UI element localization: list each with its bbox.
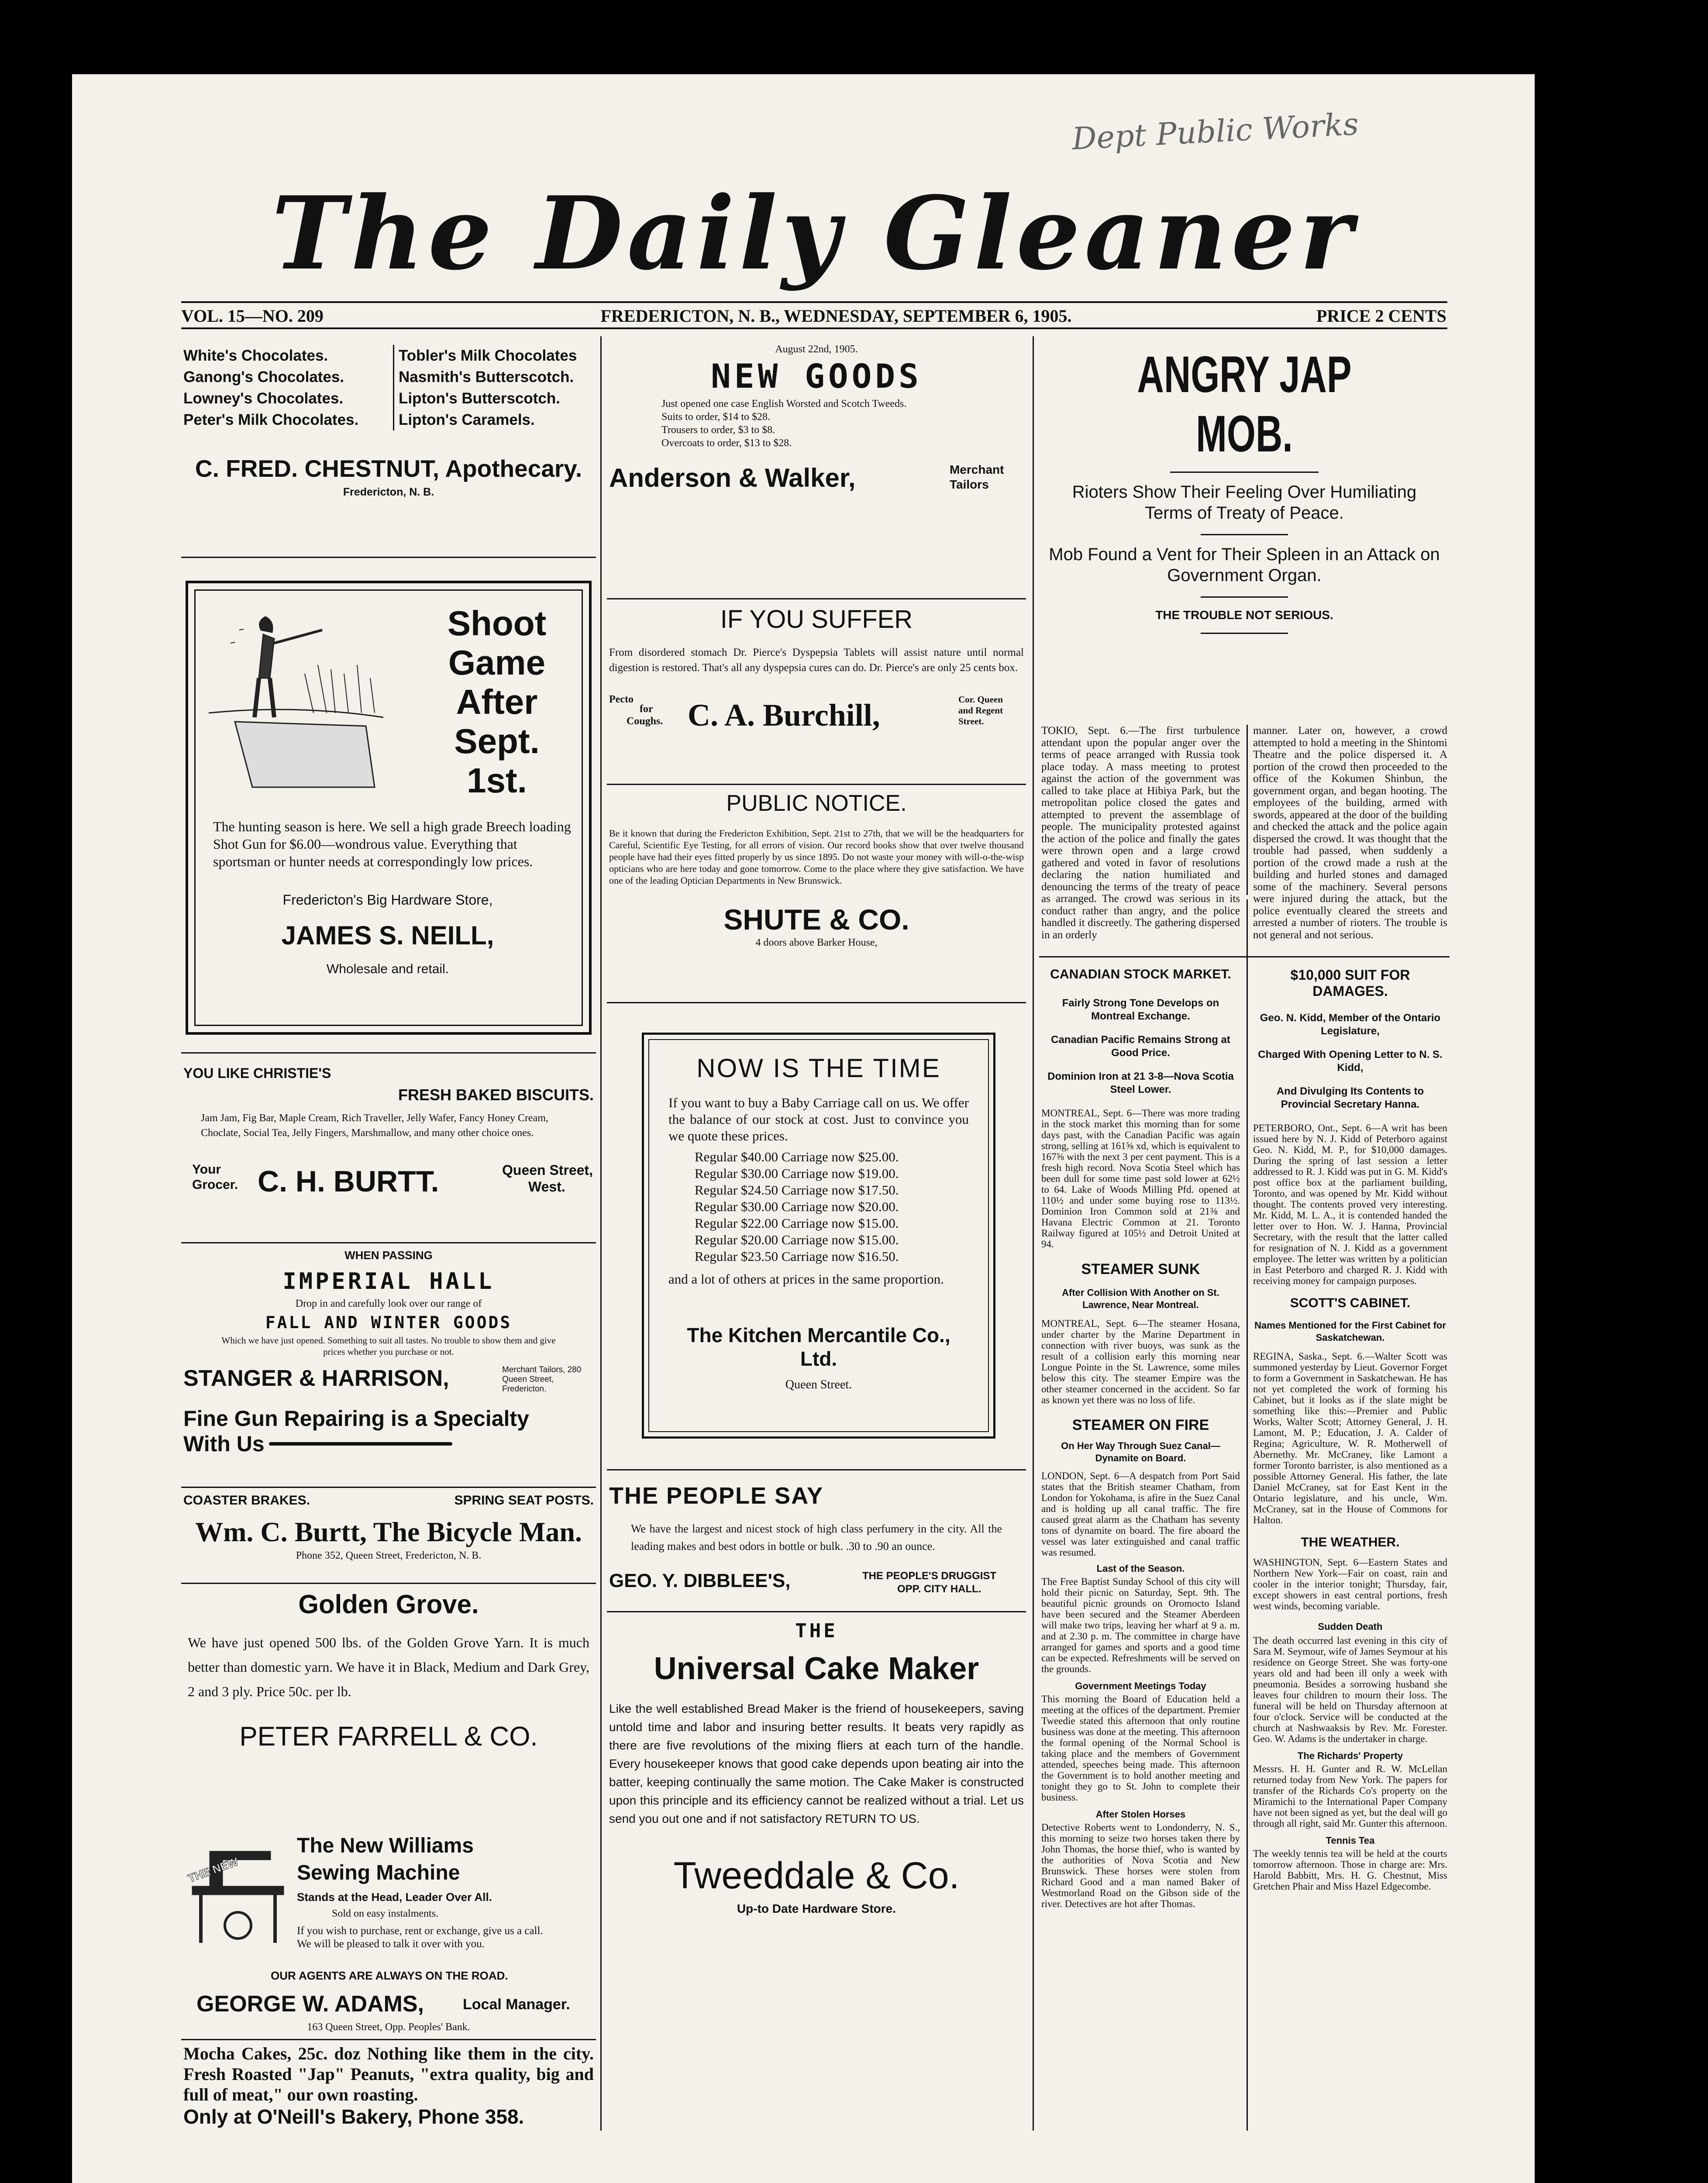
stock-deck1: Fairly Strong Tone Develops on Montreal Exchange. bbox=[1062, 997, 1219, 1022]
gun-repair-line1: Fine Gun Repairing is a Specialty bbox=[183, 1406, 529, 1431]
jap-headline: ANGRY JAP MOB. bbox=[1137, 346, 1352, 463]
kitchen-name: The Kitchen Mercantile Co., Ltd. bbox=[687, 1324, 950, 1370]
neill-headline: Shoot Game After Sept. 1st. bbox=[447, 604, 547, 800]
chestnut-name: C. FRED. CHESTNUT, Apothecary. bbox=[195, 455, 582, 482]
spring-seat-posts: SPRING SEAT POSTS. bbox=[454, 1493, 594, 1508]
sunk-deck: After Collision With Another on St. Lawrence, Near Montreal. bbox=[1062, 1287, 1219, 1310]
sewing-machine-illustration bbox=[183, 1834, 293, 1947]
anderson-line: Overcoats to order, $13 to $28. bbox=[661, 437, 792, 449]
handwritten-note: Dept Public Works bbox=[1071, 106, 1360, 157]
anderson-title: NEW GOODS bbox=[711, 357, 922, 396]
bakery-last-line: Only at O'Neill's Bakery, Phone 358. bbox=[183, 2105, 524, 2128]
neill-store: Fredericton's Big Hardware Store, bbox=[282, 892, 493, 908]
shute-name: SHUTE & CO. bbox=[723, 903, 909, 936]
stock-deck2: Canadian Pacific Remains Strong at Good Price. bbox=[1051, 1034, 1230, 1059]
dibblee-title: THE PEOPLE SAY bbox=[609, 1483, 824, 1509]
burtt-address2: West. bbox=[528, 1179, 565, 1195]
george-adams-role: Local Manager. bbox=[463, 1996, 570, 2013]
williams-body: If you wish to purchase, rent or exchange, give us a call. We will be pleased to talk it over with you. bbox=[297, 1925, 543, 1950]
anderson-date: August 22nd, 1905. bbox=[775, 344, 858, 355]
anderson-role2: Tailors bbox=[950, 478, 989, 491]
williams-title1: The New Williams bbox=[297, 1834, 474, 1857]
season-body: The Free Baptist Sunday School of this city will hold their picnic on Saturday, Sept. 9th. The beautiful picnic grounds on Oromocto Island have been secured and the Steamer Aberdeen will make two trips, leaving her wharf at 9 a. m. and at 2.30 p. m. The committee in charge have arranged for games and sports and a good time can be expected. Refreshments will be served on the grounds. bbox=[1041, 1576, 1240, 1674]
burtt-address1: Queen Street, bbox=[502, 1162, 593, 1178]
dibblee-body: We have the largest and nicest stock of high class perfumery in the city. All the leading makes and best odors in bottle or bulk. .30 to .90 an ounce. bbox=[631, 1522, 1002, 1553]
wm-burtt-ad bbox=[183, 1493, 594, 1562]
neill-ad bbox=[186, 581, 592, 1035]
neill-sub: Wholesale and retail. bbox=[326, 962, 449, 976]
horses-body: Detective Roberts went to Londonderry, N. S., this morning to seize two horses taken there by John Thomas, the horse thief, who is wanted by the authorities of Nova Scotia and New Brunswick. These horses were stolen from Richard Good and a man named Baker of Westmorland Road on the Gibson side of the river. Detectives are hot after Thomas. bbox=[1041, 1822, 1240, 1909]
fire-deck: On Her Way Through Suez Canal—Dynamite on Board. bbox=[1061, 1440, 1220, 1463]
col3-stories bbox=[1041, 967, 1240, 1909]
tennis-body: The weekly tennis tea will be held at the courts tomorrow afternoon. Those in charge are: Mrs. Harold Babbitt, Mrs. H. G. Chestnut, Miss Gretchen Phair and Miss Hazel Edgecombe. bbox=[1253, 1848, 1447, 1892]
weather-body: WASHINGTON, Sept. 6—Eastern States and Northern New York—Fair on coast, rain and cooler in the interior tonight; Thursday, fair, except showers in east central portions, fresh west winds, becoming variable. bbox=[1253, 1557, 1447, 1611]
govt-body: This morning the Board of Education held a meeting at the offices of the department. Premier Tweedie stated this afternoon that only routine business was done at the meeting. This afternoon the formal opening of the Normal School is taking place and the members of Government attended, speeches being made. This afternoon the Government is to hold another meeting and tonight they go to St. John to complete their business. bbox=[1041, 1694, 1240, 1803]
christie-biscuit-list: Jam Jam, Fig Bar, Maple Cream, Rich Traveller, Jelly Wafer, Fancy Honey Cream, Choclate, Social Tea, Jelly Fingers, Marshmallow, and many other choice ones. bbox=[201, 1112, 548, 1139]
kitchen-price-list: Regular $40.00 Carriage now $25.00. Regular $30.00 Carriage now $19.00. Regular $24.50 Carriage now $17.50. Regular $30.00 Carriage now $20.00. Regular $22.00 Carriage now $15.00. Regular $20.00 Carriage now $15.00. Regular $23.50 Carriage now $16.50. bbox=[695, 1149, 899, 1264]
kitchen-title: NOW IS THE TIME bbox=[696, 1054, 941, 1083]
newspaper-page bbox=[72, 74, 1535, 2183]
richards-title: The Richards' Property bbox=[1297, 1750, 1403, 1761]
govt-title: Government Meetings Today bbox=[1075, 1680, 1206, 1691]
chocolate-list-left: White's Chocolates. Ganong's Chocolates. Lowney's Chocolates. Peter's Milk Chocolates. bbox=[183, 347, 359, 428]
imperial-hall-ad bbox=[183, 1249, 594, 1396]
damages-deck2: Charged With Opening Letter to N. S. Kidd, bbox=[1258, 1049, 1443, 1074]
christie-ad bbox=[183, 1065, 594, 1210]
horses-title: After Stolen Horses bbox=[1095, 1809, 1186, 1820]
anderson-line: Just opened one case English Worsted and Scotch Tweeds. bbox=[661, 398, 907, 410]
tweeddale-title: Universal Cake Maker bbox=[654, 1651, 979, 1686]
kitchen-addr: Queen Street. bbox=[785, 1378, 852, 1391]
tweeddale-body: Like the well established Bread Maker is the friend of housekeepers, saving untold time and labor and insuring better results. It beats very rapidly as there are five revolutions of the mixing fliers at each turn of the handle. Every housekeeper knows that good cake depends upon beating air into the batter, keeping continually the same motion. The Cake Maker is constructed upon this principle and its efficiency cannot be realized without a trial. Let us send you out one and if not satisfactory RETURN TO US. bbox=[609, 1702, 1024, 1825]
anderson-walker-ad bbox=[609, 343, 1024, 502]
imperial-hall-title: IMPERIAL HALL bbox=[282, 1268, 495, 1295]
chestnut-place: Fredericton, N. B. bbox=[343, 486, 434, 498]
burtt-grocer: Grocer. bbox=[192, 1178, 238, 1192]
stanger-harrison-addr: Merchant Tailors, 280 Queen Street, Fredericton. bbox=[502, 1365, 582, 1394]
fire-title: STEAMER ON FIRE bbox=[1072, 1417, 1209, 1433]
stock-title: CANADIAN STOCK MARKET. bbox=[1050, 967, 1231, 981]
wm-burtt-name: Wm. C. Burtt, The Bicycle Man. bbox=[195, 1516, 582, 1547]
coaster-brakes: COASTER BRAKES. bbox=[183, 1493, 310, 1508]
tweeddale-the: THE bbox=[795, 1620, 838, 1642]
gun-repair-line2: With Us bbox=[183, 1432, 265, 1456]
dibblee-tag1: THE PEOPLE'S DRUGGIST bbox=[862, 1570, 997, 1582]
dibblee-name: GEO. Y. DIBBLEE'S, bbox=[609, 1570, 791, 1591]
jap-mob-story bbox=[1039, 336, 1450, 634]
jap-col1: TOKIO, Sept. 6.—The first turbulence attendant upon the popular anger over the terms of peace arranged with Russia took place today. A mass meeting to protest against the action of the government was called to take place at Hibiya Park, but the metropolitan police closed the gates and attempted to prevent the assemblage of people. The municipality protested against the action of the police and finally the gates were thrown open and a large crowd gathered and voted in favor of resolutions declaring the nation humiliated and denouncing the terms of the treaty of peace as arranged. The crowd was serious in its conduct rather than angry, and the police handled it discreetly. The gathering dispersed in an orderly bbox=[1041, 725, 1240, 941]
sunk-title: STEAMER SUNK bbox=[1081, 1261, 1200, 1277]
burchill-addr3: Street. bbox=[958, 716, 984, 727]
peter-farrell-name: PETER FARRELL & CO. bbox=[239, 1722, 538, 1752]
burtt-name: C. H. BURTT. bbox=[258, 1165, 439, 1198]
jap-deck1: Rioters Show Their Feeling Over Humiliating Terms of Treaty of Peace. bbox=[1072, 482, 1417, 523]
dibblee-tag2: OPP. CITY HALL. bbox=[897, 1583, 981, 1595]
tweeddale-ad bbox=[609, 1620, 1024, 1916]
jap-deck3: THE TROUBLE NOT SERIOUS. bbox=[1155, 608, 1333, 622]
col4-stories bbox=[1253, 967, 1447, 1892]
williams-sub2: Sold on easy instalments. bbox=[332, 1908, 438, 1919]
burchill-name: C. A. Burchill, bbox=[688, 698, 880, 733]
shute-ad bbox=[609, 790, 1024, 949]
dateline: FREDERICTON, N. B., WEDNESDAY, SEPTEMBER 6, 1905. bbox=[600, 306, 1072, 326]
burchill-title: IF YOU SUFFER bbox=[720, 605, 913, 634]
stanger-harrison-name: STANGER & HARRISON, bbox=[183, 1366, 449, 1391]
price: PRICE 2 CENTS bbox=[1316, 306, 1446, 326]
hunter-illustration bbox=[209, 604, 383, 796]
anderson-role1: Merchant bbox=[950, 463, 1004, 476]
tennis-title: Tennis Tea bbox=[1326, 1835, 1375, 1846]
richards-body: Messrs. H. H. Gunter and R. W. McLellan returned today from New York. The papers for transfer of the Richards Co's property on the Miramichi to the International Paper Company have not been signed as yet, but the deal will go through all right, said Mr. Gunter this afternoon. bbox=[1253, 1763, 1447, 1829]
burchill-for: for bbox=[640, 703, 653, 715]
burchill-addr1: Cor. Queen bbox=[958, 694, 1003, 705]
season-title: Last of the Season. bbox=[1096, 1563, 1185, 1574]
neill-name: JAMES S. NEILL, bbox=[281, 921, 494, 950]
jap-col2: manner. Later on, however, a crowd attempted to hold a meeting in the Shintomi Theatre and the police dispersed it. A portion of the crowd then proceeded to the office of the Kokumen Shinbun, the government organ, and began hooting. The employees of the building, armed with swords, appeared at the door of the building and checked the attack and the police again dispersed the crowd. It was thought that the trouble had passed, when suddenly a portion of the crowd made a rush at the building and hurled stones and damaged some of the machinery. Several persons were injured during the attack, but the police eventually cleared the streets and arrested a number of rioters. The trouble is not general and not serious. bbox=[1253, 725, 1447, 941]
masthead-title: The Daily Gleaner bbox=[272, 175, 1357, 293]
scott-deck: Names Mentioned for the First Cabinet for Saskatchewan. bbox=[1254, 1320, 1446, 1343]
golden-grove-body: We have just opened 500 lbs. of the Golden Grove Yarn. It is much better than domestic yarn. We have it in Black, Medium and Dark Grey, 2 and 3 ply. Price 50c. per lb. bbox=[188, 1635, 589, 1699]
imperial-goods: FALL AND WINTER GOODS bbox=[265, 1313, 512, 1332]
weather-title: THE WEATHER. bbox=[1301, 1535, 1400, 1549]
christie-line1: YOU LIKE CHRISTIE'S bbox=[183, 1065, 331, 1081]
anderson-line: Trousers to order, $3 to $8. bbox=[661, 424, 775, 436]
burchill-body: From disordered stomach Dr. Pierce's Dyspepsia Tablets will assist nature until normal digestion is restored. That's all any dyspepsia cures can do. Dr. Pierce's are only 25 cents box. bbox=[609, 647, 1024, 674]
neill-body: The hunting season is here. We sell a high grade Breech loading Shot Gun for $6.00—wondrous value. Everything that sportsman or hunter needs at correspondingly low prices. bbox=[213, 819, 571, 869]
kitchen-outro: and a lot of others at prices in the same proportion. bbox=[668, 1271, 944, 1287]
dibblee-ad bbox=[609, 1482, 1024, 1601]
imperial-when: WHEN PASSING bbox=[344, 1249, 433, 1262]
chestnut-ad bbox=[183, 345, 594, 499]
shute-body: Be it known that during the Fredericton Exhibition, Sept. 21st to 27th, that we will be the headquarters for Careful, Scientific Eye Testing, for all errors of vision. Our record books show that over twelve thousand people have had their eyes fitted properly by us since 1895. Do not waste your money with will-o-the-wisp opticians who are here today and gone tomorrow. Come to the place where they give satisfaction. We have one of the leading Optician Departments in New Brunswick. bbox=[609, 828, 1024, 886]
williams-agents: OUR AGENTS ARE ALWAYS ON THE ROAD. bbox=[271, 1969, 508, 1982]
stock-deck3: Dominion Iron at 21 3-8—Nova Scotia Steel Lower. bbox=[1047, 1071, 1234, 1095]
burchill-addr2: and Regent bbox=[958, 705, 1003, 716]
chocolate-list-right: Tobler's Milk Chocolates Nasmith's Butterscotch. Lipton's Butterscotch. Lipton's Caramels. bbox=[399, 347, 577, 428]
golden-grove-title: Golden Grove. bbox=[298, 1590, 479, 1619]
burchill-pecto: Pecto bbox=[609, 694, 634, 705]
anderson-name: Anderson & Walker, bbox=[609, 463, 856, 492]
williams-sub1: Stands at the Head, Leader Over All. bbox=[297, 1890, 492, 1904]
imperial-drop: Drop in and carefully look over our range of bbox=[295, 1298, 482, 1309]
williams-title2: Sewing Machine bbox=[297, 1861, 460, 1884]
wm-burtt-phone: Phone 352, Queen Street, Fredericton, N. B. bbox=[296, 1550, 482, 1561]
golden-grove-ad bbox=[183, 1589, 594, 1752]
george-adams-addr: 163 Queen Street, Opp. Peoples' Bank. bbox=[307, 2021, 470, 2033]
sunk-body: MONTREAL, Sept. 6—The steamer Hosana, under charter by the Marine Department in connection with river buoys, was sunk as the result of a collision early this morning near Longue Pointe in the St. Lawrence, some miles below this city. The steamer Empire was the other steamer concerned in the accident. So far as known yet there was no loss of life. bbox=[1041, 1318, 1240, 1405]
kitchen-intro: If you want to buy a Baby Carriage call on us. We offer the balance of our stock at cost. Just to convince you we quote these prices. bbox=[668, 1095, 969, 1143]
death-body: The death occurred last evening in this city of Sara M. Seymour, wife of James Seymour at his residence on George Street. She was forty-one years old and had been ill only a week with pneumonia. Besides a sorrowing husband she leaves four children to mourn their loss. The funeral will be held on Thursday afternoon at four o'clock. Service will be conducted at the church at Nashwaaksis by Rev. Mr. Forester. Geo. W. Adams is the undertaker in charge. bbox=[1253, 1635, 1447, 1744]
volume-number: VOL. 15—NO. 209 bbox=[181, 306, 324, 326]
damages-deck3: And Divulging Its Contents to Provincial Secretary Hanna. bbox=[1276, 1085, 1424, 1110]
bakery-text: Mocha Cakes, 25c. doz Nothing like them in the city. Fresh Roasted "Jap" Peanuts, "extra quality, big and full of meat," our own roasting. bbox=[183, 2044, 594, 2104]
burtt-your: Your bbox=[192, 1162, 221, 1177]
jap-deck2: Mob Found a Vent for Their Spleen in an Attack on Government Organ. bbox=[1049, 545, 1440, 585]
scott-title: SCOTT'S CABINET. bbox=[1290, 1296, 1411, 1310]
kitchen-mercantile-ad bbox=[642, 1033, 995, 1439]
george-adams-name: GEORGE W. ADAMS, bbox=[196, 1991, 424, 2017]
shute-addr: 4 doors above Barker House, bbox=[755, 937, 878, 948]
shute-title: PUBLIC NOTICE. bbox=[726, 791, 907, 816]
scott-body: REGINA, Saska., Sept. 6.—Walter Scott was summoned yesterday by Lieut. Governor Forget to form a Government in Saskatchewan. He has not yet completed the work of forming his Cabinet, but it looks as if the slate might be something like this:—Premier and Public Works, Walter Scott; Attorney General, J. H. Lamont, M. P.; Education, J. A. Calder of Regina; Agriculture, W. R. Motherwell of Abernethy. Mr. McCraney, like Lamont a former Toronto barrister, is also mentioned as a possible Attorney General. His father, the late Daniel McCraney, sat for East Kent in the Ontario legislature, and his uncle, Wm. McCraney, sat in the House of Commons for Halton. bbox=[1253, 1351, 1447, 1525]
burchill-ad bbox=[609, 605, 1024, 737]
damages-title: $10,000 SUIT FOR DAMAGES. bbox=[1290, 967, 1410, 999]
death-title: Sudden Death bbox=[1318, 1621, 1383, 1632]
burchill-coughs: Coughs. bbox=[627, 716, 663, 727]
damages-body: PETERBORO, Ont., Sept. 6—A writ has been issued here by N. J. Kidd of Peterboro against Geo. N. Kidd, M. P., for $10,000 damages. During the spring of last session a letter addressed to R. J. Kidd was put in G. M. Kidd's post office box at the parliament building, Toronto, and was opened by Mr. Kidd without thought. The contents proved very interesting. Mr. Kidd, M. L. A., it is contended handed the letter over to Hon. W. J. Hanna, Provincial Secretary, with the result that the latter called for resignation of N. J. Kidd as a government employee. The letter was written by a politician in East Peterboro and charged R. J. Kidd with receiving money for campaign purposes. bbox=[1253, 1122, 1447, 1286]
stock-body: MONTREAL, Sept. 6—There was more trading in the stock market this morning than for some days past, with the Canadian Pacific was again strong, selling at 161⅝ xd, which is equivalent to 167⅝ with the next 3 per cent payment. This is a fresh high record. Nova Scotia Steel which has been dull for some time past sold lower at 62½ to 64. Lake of Woods Milling Pfd. opened at 110½ and under some buying rose to 113½. Dominion Iron Common sold at 21⅜ and Havana Electric Common at 21. Toronto Railway figured at 105½ and Detroit United at 94. bbox=[1041, 1108, 1240, 1250]
fire-body: LONDON, Sept. 6—A despatch from Port Said states that the British steamer Chatham, from London for Yokohama, is afire in the Suez Canal and is holding up all canal traffic. The fire caused great alarm as the Chatham has seventy tons of dynamite on board. The fire aboard the vessel was later extinguished and canal traffic was resumed. bbox=[1041, 1470, 1240, 1558]
anderson-line: Suits to order, $14 to $28. bbox=[661, 411, 771, 423]
svg-text:THE NEW: THE NEW bbox=[186, 1855, 240, 1885]
tweeddale-name: Tweeddale & Co. bbox=[673, 1855, 960, 1897]
damages-deck1: Geo. N. Kidd, Member of the Ontario Legislature, bbox=[1260, 1012, 1441, 1037]
oneill-bakery-ad bbox=[183, 2043, 594, 2129]
christie-line2: FRESH BAKED BISCUITS. bbox=[398, 1086, 594, 1104]
tweeddale-sub: Up-to Date Hardware Store. bbox=[737, 1902, 896, 1915]
gun-repair-ad bbox=[183, 1406, 594, 1456]
imperial-note: Which we have just opened. Something to suit all tastes. No trouble to show them and give prices whether you purchase or not. bbox=[221, 1335, 556, 1357]
